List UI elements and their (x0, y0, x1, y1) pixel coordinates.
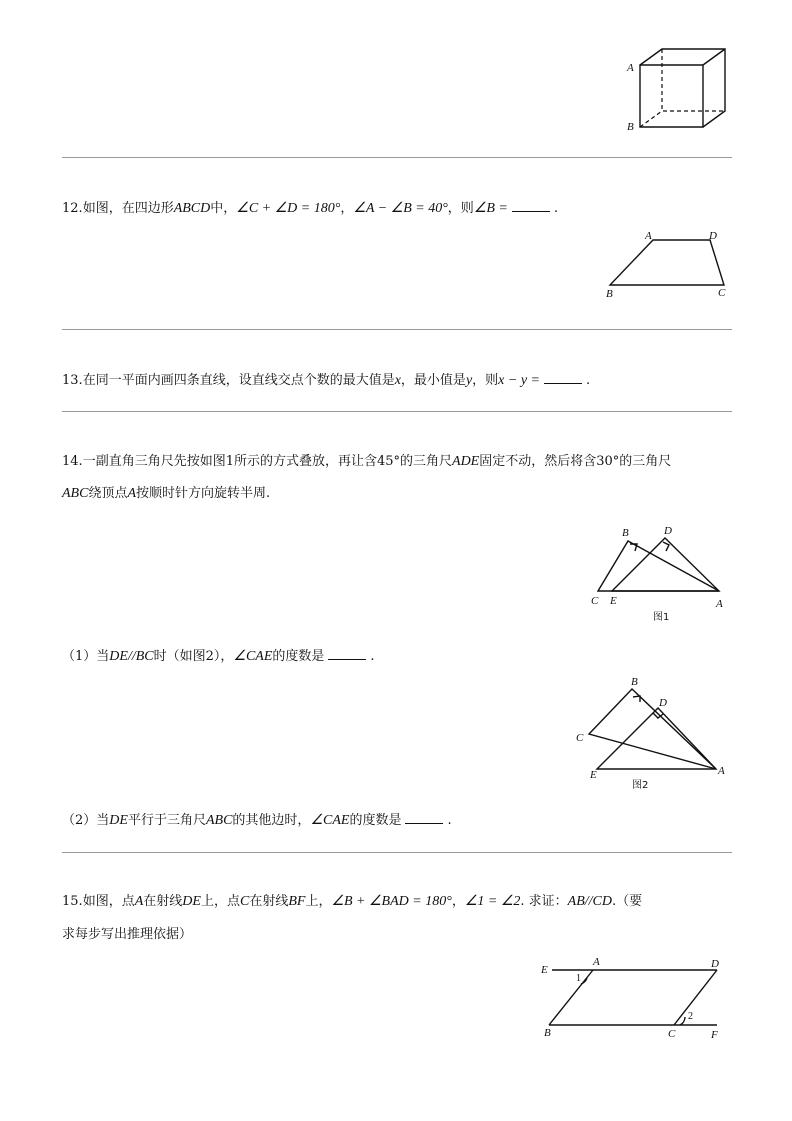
fig1-caption: 图1 (653, 612, 670, 623)
cube-label-b: B (627, 121, 634, 133)
quad-label-a: A (645, 230, 652, 242)
question-number: 15. (62, 894, 83, 909)
fig2-label-c: C (576, 732, 584, 744)
fig1-label-a: A (716, 598, 723, 610)
fig15-label-e: E (541, 964, 548, 976)
question-number: 13. (62, 373, 83, 388)
question-number: 12. (62, 201, 83, 216)
fig15-label-f: F (711, 1029, 718, 1041)
fig1-label-b: B (622, 527, 629, 539)
fig15-label-b: B (544, 1027, 551, 1039)
question-number: 14. (62, 454, 83, 469)
fig15-label-d: D (711, 958, 719, 970)
quad-label-b: B (606, 288, 613, 300)
question-14-line2: ABC绕顶点A按顺时针方向旋转半周. (62, 486, 271, 501)
fig15-label-c: C (668, 1028, 676, 1040)
cube-label-a: A (627, 62, 634, 74)
fig2-label-e: E (590, 769, 597, 781)
fig15-angle-2: 2 (688, 1011, 693, 1022)
quad-label-d: D (709, 230, 717, 242)
question-15-line2: 求每步写出推理依据） (62, 927, 193, 942)
fig2-caption: 图2 (632, 780, 649, 791)
question-15-line1: 15.如图，点A在射线DE上，点C在射线BF上，∠B + ∠BAD = 180°，∠1 = ∠2. 求证：AB//CD.（要 (62, 894, 643, 909)
fig2-label-b: B (631, 676, 638, 688)
quad-label-c: C (718, 287, 726, 299)
fig1-label-c: C (591, 595, 599, 607)
fig15-label-a: A (593, 956, 600, 968)
fig1-label-d: D (664, 525, 672, 537)
question-14-part-2: （2）当DE平行于三角尺ABC的其他边时，∠CAE的度数是 . (62, 813, 452, 828)
fig1-label-e: E (610, 595, 617, 607)
question-12: 12.如图，在四边形ABCD中，∠C + ∠D = 180°，∠A − ∠B = 40°，则∠B = . (62, 201, 559, 216)
question-14-part-1: （1）当DE//BC时（如图2），∠CAE的度数是 . (62, 649, 375, 664)
question-13: 13.在同一平面内画四条直线，设直线交点个数的最大值是x，最小值是y，则x − y = . (62, 373, 591, 388)
fig15-angle-1: 1 (576, 973, 581, 984)
fig2-label-a: A (718, 765, 725, 777)
fig2-label-d: D (659, 697, 667, 709)
question-14-line1: 14.一副直角三角尺先按如图1所示的方式叠放，再让含45°的三角尺ADE固定不动，然后将含30°的三角尺 (62, 454, 672, 469)
